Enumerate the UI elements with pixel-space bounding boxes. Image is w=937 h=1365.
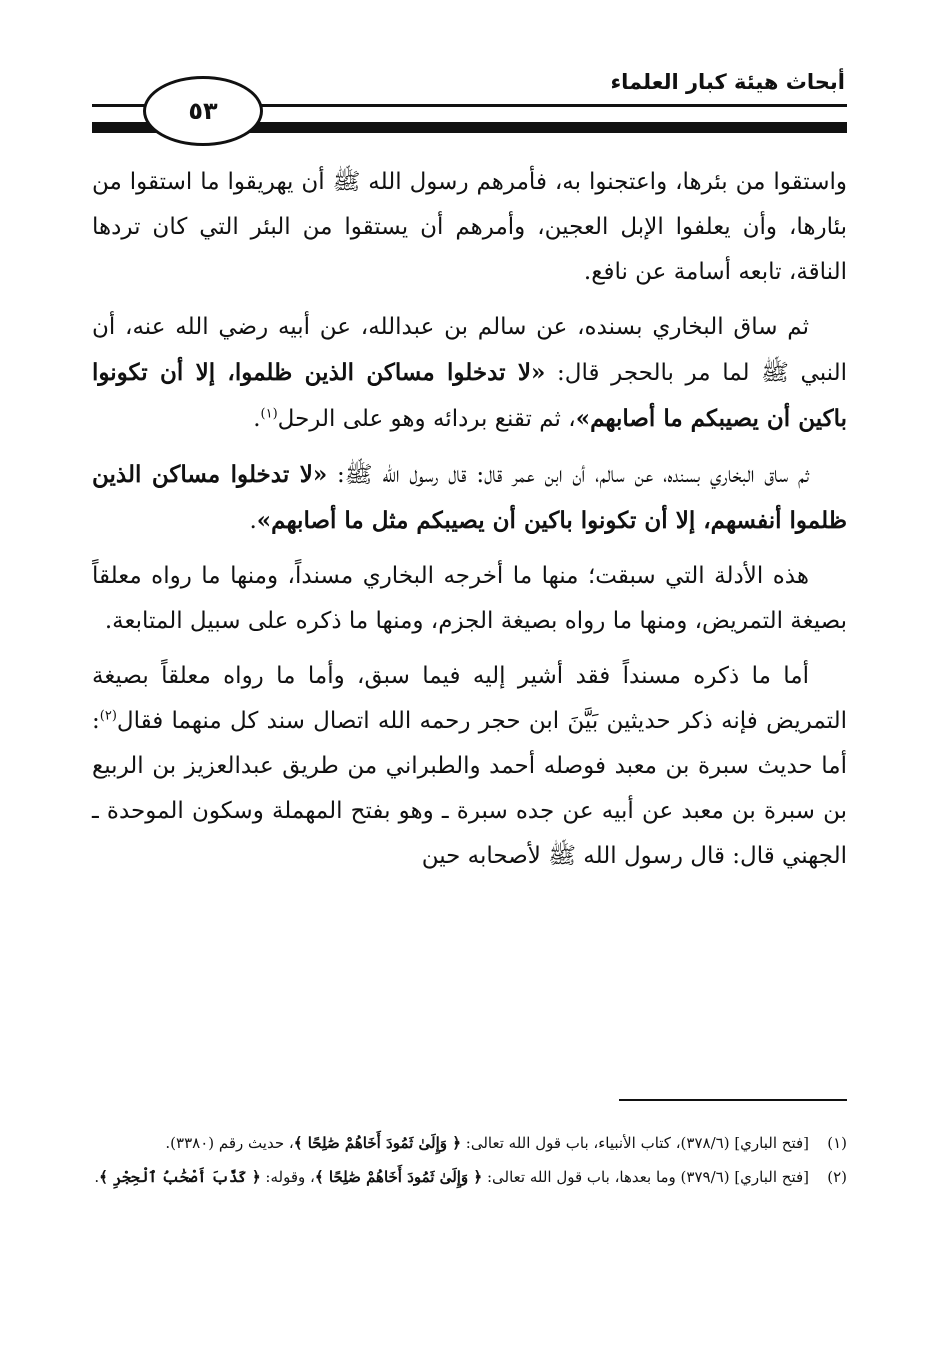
footnote-2-text-b: ، وقوله:	[260, 1168, 315, 1186]
paragraph-5	[92, 654, 847, 879]
paragraph-3-text-b: .	[249, 508, 257, 534]
footnote-1	[92, 1128, 847, 1159]
footnote-ref-2[interactable]: (٢)	[99, 708, 117, 724]
quran-verse-2: ﴿ كَذَّبَ أَصْحَٰبُ ٱلْحِجْرِ ﴾	[99, 1168, 261, 1186]
paragraph-3-text-a: ثم ساق البخاري بسنده، عن سالم، أن ابن عمر قال: قال رسول الله ﷺ:	[327, 462, 809, 488]
footnote-ref-1[interactable]: (١)	[260, 406, 278, 422]
footnotes	[92, 1128, 847, 1196]
paragraph-1: واستقوا من بئرها، واعتجنوا به، فأمرهم رسول الله ﷺ أن يهريقوا ما استقوا من بئارها، وأن يعلفوا الإبل العجين، وأمرهم أن يستقوا من البئر التي كان تردها الناقة، تابعه أسامة عن نافع.	[92, 169, 847, 285]
footnote-separator	[619, 1099, 847, 1101]
quran-verse: ﴿ وَإِلَىٰ ثَمُودَ أَخَاهُمْ صَٰلِحًا ﴾	[293, 1134, 462, 1152]
paragraph-2-text-a: ثم ساق البخاري بسنده، عن سالم بن عبدالله، عن أبيه رضي الله عنه، أن النبي ﷺ لما مر بالحجر قال:	[92, 314, 848, 386]
paragraph-5-text-a: أما ما ذكره مسنداً فقد أشير إليه فيما سبق، وأما ما رواه معلقاً بصيغة التمريض فإنه ذكر حديثين بَيَّنَ ابن حجر رحمه الله اتصال سند كل منهما فقال	[92, 663, 847, 734]
footnote-2	[92, 1162, 847, 1193]
footnote-2-text-a: [فتح الباري] (٣٧٩/٦) وما بعدها، باب قول الله تعالى:	[482, 1168, 809, 1186]
paragraph-5-text-b: : أما حديث سبرة بن معبد فوصله أحمد والطبراني من طريق عبدالعزيز بن الربيع بن سبرة بن معبد عن أبيه عن جده سبرة ـ وهو بفتح المهملة وسكون الموحدة ـ الجهني قال: قال رسول الله ﷺ لأصحابه حين	[92, 708, 847, 869]
quran-verse: ﴿ وَإِلَىٰ ثَمُودَ أَخَاهُمْ صَٰلِحًا ﴾	[314, 1168, 483, 1186]
page-number: ٥٣	[188, 97, 218, 125]
paragraph-2-text-c: .	[253, 406, 261, 432]
footnote-1-text-b: ، حديث رقم (٣٣٨٠).	[165, 1134, 294, 1152]
paragraph-2-text-b: ، ثم تقنع بردائه وهو على الرحل	[277, 406, 576, 432]
running-header-title: أبحاث هيئة كبار العلماء	[610, 70, 845, 94]
footnote-1-text-a: [فتح الباري] (٣٧٨/٦)، كتاب الأنبياء، باب قول الله تعالى:	[461, 1134, 809, 1152]
hadith-quote-1: «لا تدخلوا مساكن الذين ظلموا، إلا أن تكونوا باكين أن يصيبكم ما أصابهم»	[92, 359, 847, 432]
footnote-2-text-c: .	[94, 1168, 100, 1186]
footnote-number: (١)	[827, 1134, 847, 1152]
paragraph-2	[92, 305, 847, 442]
footnote-number: (٢)	[827, 1168, 847, 1186]
paragraph-3	[92, 452, 847, 544]
footnote-text	[92, 1162, 809, 1193]
page-number-oval	[143, 76, 263, 146]
paragraph-4: هذه الأدلة التي سبقت؛ منها ما أخرجه البخاري مسنداً، ومنها ما رواه معلقاً بصيغة التمريض، ومنها ما رواه بصيغة الجزم، ومنها ما ذكره على سبيل المتابعة.	[92, 563, 847, 634]
footnote-text	[92, 1128, 809, 1159]
hadith-quote-2: «لا تدخلوا مساكن الذين ظلموا أنفسهم، إلا أن تكونوا باكين أن يصيبكم مثل ما أصابهم»	[92, 461, 847, 534]
body-text	[92, 160, 847, 889]
